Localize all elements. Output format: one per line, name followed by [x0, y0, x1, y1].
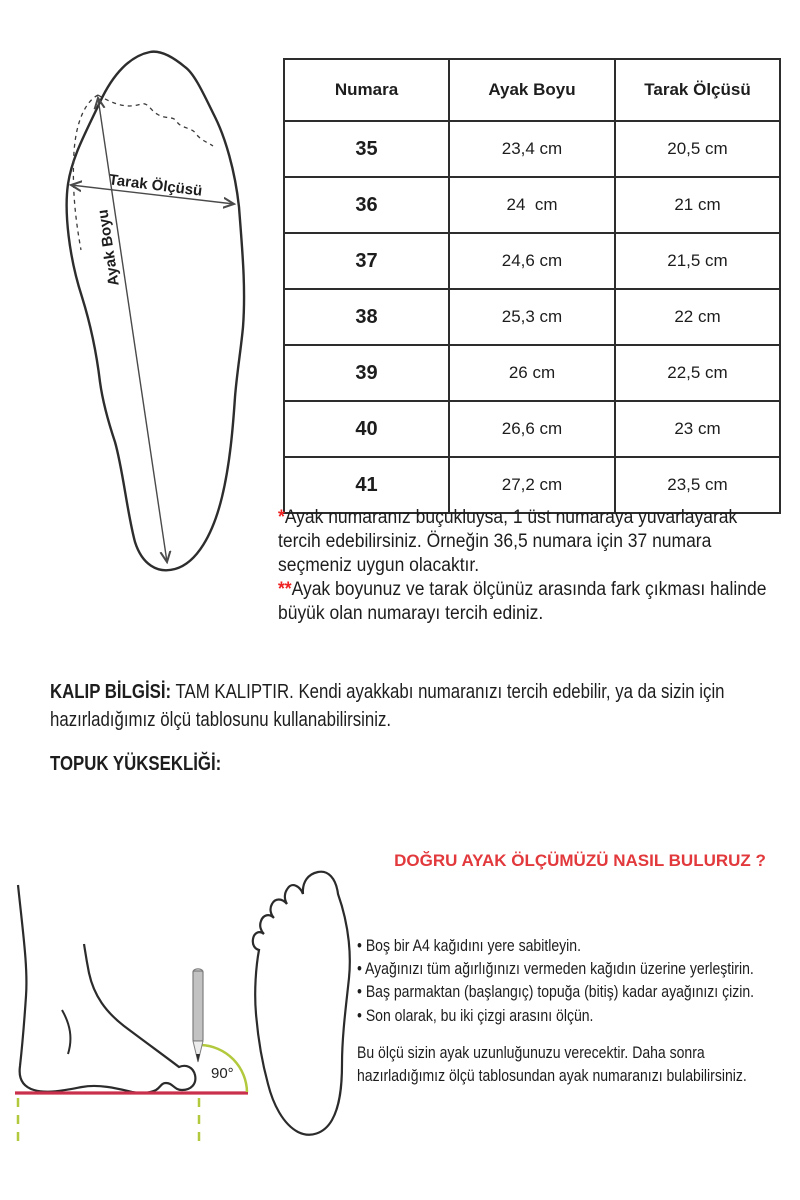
- foot-length: 24,6 cm: [449, 233, 615, 289]
- kalip-label: KALIP BİLGİSİ:: [50, 680, 172, 703]
- guide-step: [357, 958, 754, 981]
- size-table: [283, 58, 781, 514]
- foot-width: 21,5 cm: [615, 233, 780, 289]
- size-number: 40: [284, 401, 449, 457]
- measure-guide-steps: [357, 935, 754, 1028]
- footprint-outline-diagram: [248, 866, 363, 1141]
- foot-width: 21 cm: [615, 177, 780, 233]
- note-text: Ayak numaranız buçukluysa, 1 üst numaraya yuvarlayarak tercih edebilirsiniz. Örneğin 36,5 numara için 37 numara seçmeniz uygun olacaktır.: [278, 507, 738, 576]
- table-row: [284, 289, 780, 345]
- bullet-icon: •: [357, 1006, 362, 1025]
- table-row: [284, 121, 780, 177]
- foot-length: 24 cm: [449, 177, 615, 233]
- guide-step: [357, 981, 754, 1004]
- table-header-row: [284, 59, 780, 121]
- last-info-paragraph: [50, 678, 788, 734]
- foot-side-view-diagram: [0, 878, 270, 1168]
- foot-width: 23,5 cm: [615, 457, 780, 513]
- bullet-icon: •: [357, 960, 362, 979]
- guide-step-text: Baş parmaktan (başlangıç) topuğa (bitiş) kadar ayağınızı çizin.: [365, 983, 755, 1002]
- col-header-tarak-olcusu: Tarak Ölçüsü: [615, 59, 780, 121]
- measure-guide-title: DOĞRU AYAK ÖLÇÜMÜZÜ NASIL BULURUZ ?: [394, 851, 766, 870]
- length-arrow-label: Ayak Boyu: [94, 208, 123, 288]
- heel-height-heading: TOPUK YÜKSEKLİĞİ:: [50, 752, 222, 775]
- foot-width: 22,5 cm: [615, 345, 780, 401]
- kalip-text: TAM KALIPTIR. Kendi ayakkabı numaranızı tercih edebilir, ya da sizin için hazırladığımız ölçü tablosunu kullanabilirsiniz.: [50, 680, 725, 731]
- foot-length: 26 cm: [449, 345, 615, 401]
- foot-width: 23 cm: [615, 401, 780, 457]
- bullet-icon: •: [357, 937, 362, 955]
- size-number: 35: [284, 121, 449, 177]
- width-arrow-label: Tarak Ölçüsü: [107, 171, 204, 200]
- ankle-inner-curve: [62, 1010, 70, 1054]
- sole-outline: [67, 52, 244, 571]
- toe-dashed-line-across: [98, 95, 213, 146]
- table-row: [284, 233, 780, 289]
- col-header-numara: Numara: [284, 59, 449, 121]
- guide-step-text: Son olarak, bu iki çizgi arasını ölçün.: [365, 1006, 594, 1025]
- foot-length: 23,4 cm: [449, 121, 615, 177]
- foot-width: 22 cm: [615, 289, 780, 345]
- col-header-ayak-boyu: Ayak Boyu: [449, 59, 615, 121]
- size-number: 38: [284, 289, 449, 345]
- note-line: [278, 506, 784, 578]
- sizing-notes: [278, 506, 784, 626]
- bullet-icon: •: [357, 983, 362, 1002]
- size-number: 36: [284, 177, 449, 233]
- table-row: [284, 401, 780, 457]
- foot-side-outline: [18, 885, 195, 1093]
- pencil-icon: [193, 969, 203, 1062]
- table-row: [284, 177, 780, 233]
- guide-step: [357, 1005, 754, 1028]
- guide-step-text: Boş bir A4 kağıdını yere sabitleyin.: [365, 937, 581, 955]
- measure-guide-footer: Bu ölçü sizin ayak uzunluğunuzu verecektir. Daha sonra hazırladığımız ölçü tablosundan ayak numaranızı bulabilirsiniz.: [357, 1044, 747, 1085]
- foot-length: 27,2 cm: [449, 457, 615, 513]
- foot-width: 20,5 cm: [615, 121, 780, 177]
- guide-step-text: Ayağınızı tüm ağırlığınızı vermeden kağıdın üzerine yerleştirin.: [365, 960, 754, 979]
- guide-step: [357, 935, 754, 958]
- toe-dashed-line-left: [73, 95, 98, 250]
- length-arrow: [98, 98, 167, 562]
- size-number: 37: [284, 233, 449, 289]
- note-marker: **: [278, 579, 292, 600]
- foot-length: 25,3 cm: [449, 289, 615, 345]
- footprint-outline: [253, 872, 350, 1135]
- size-number: 39: [284, 345, 449, 401]
- foot-length: 26,6 cm: [449, 401, 615, 457]
- angle-label: 90°: [211, 1065, 234, 1082]
- sole-measurement-diagram: [45, 42, 280, 582]
- table-row: [284, 345, 780, 401]
- size-number: 41: [284, 457, 449, 513]
- table-row: [284, 457, 780, 513]
- note-text: Ayak boyunuz ve tarak ölçünüz arasında fark çıkması halinde büyük olan numarayı tercih ediniz.: [278, 579, 767, 624]
- note-marker: *: [278, 507, 285, 528]
- note-line: [278, 578, 784, 626]
